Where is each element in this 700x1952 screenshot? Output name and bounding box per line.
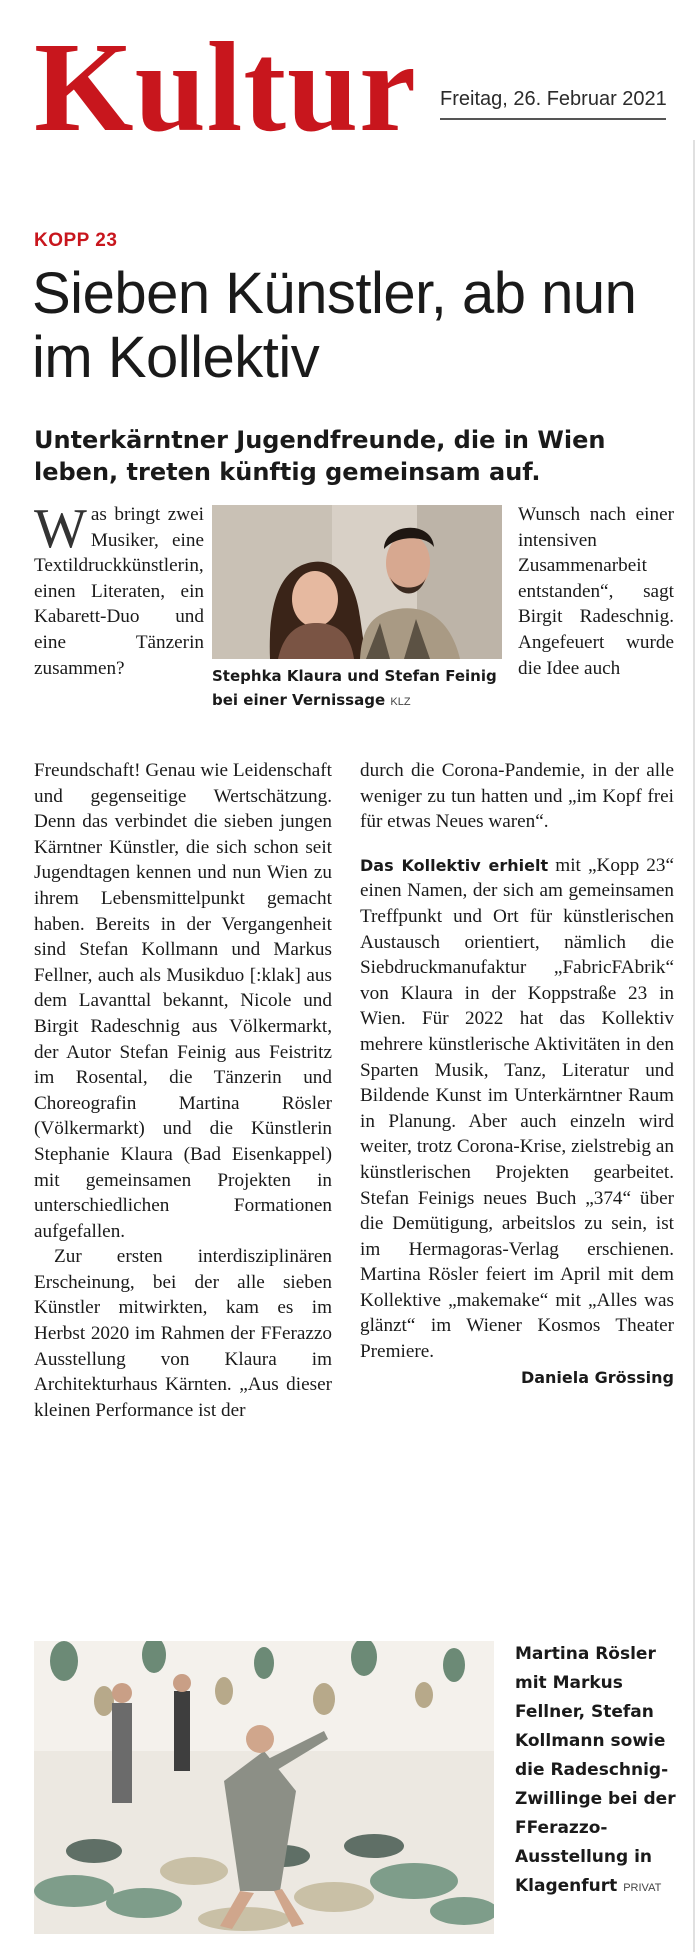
- paragraph-4: [360, 853, 674, 1390]
- paragraph-lead-in: Das Kollektiv erhielt: [360, 855, 549, 875]
- exhibition-photo: [34, 1641, 494, 1934]
- article-headline: Sieben Künstler, ab nun im Kollektiv: [32, 261, 637, 390]
- date-underline: [440, 118, 666, 120]
- article-kicker: KOPP 23: [34, 230, 118, 251]
- page-edge-divider: [693, 140, 695, 1952]
- section-masthead: Kultur: [34, 16, 417, 158]
- paragraph-2: Zur ersten interdisziplinären Erscheinung, bei der alle sieben Künstler mitwirkten, kam es im Herbst 2020 im Rahmen der FFerazzo Ausstellung von Klaura im Architekturhaus Kärnten. „Aus dieser kleinen Performance ist der: [34, 1246, 332, 1421]
- paragraph-intro-text: as bringt zwei Musiker, eine Textildruckkünstlerin, einen Literaten, ein Kabarett-Duo und eine Tänzerin zusammen?: [34, 504, 204, 679]
- text-column-left: [34, 758, 332, 1423]
- paragraph-4-text: mit „Kopp 23“ einen Namen, der sich am gemeinsamen Treffpunkt und Ort für künstlerischen Austausch orientiert, nämlich die Siebdruckmanufaktur „FabricFAbrik“ von Klaura in der Koppstraße 23 in Wien. Für 2022 hat das Kollektiv mehrere künstlerische Aktivitäten in den Sparten Musik, Tanz, Literatur und Bildende Kunst im Unterkärntner Raum in Planung. Aber auch einzeln wird weiter, trotz Corona-Krise, zielstrebig an künstlerischen Projekten gearbeitet. Stefan Feinigs neues Buch „374“ über die Demütigung, arbeitslos zu sein, ist im Hermagoras-Verlag erschienen. Martina Rösler feiert im April mit dem Kollektive „makemake“ mit „Alles was glänzt“ im Wiener Kosmos Theater Premiere.: [360, 854, 675, 1363]
- paragraph-3-continued: durch die Corona-Pandemie, in der alle weniger zu tun hatten und „im Kopf frei für etwas Neues waren“.: [360, 760, 674, 833]
- text-column-right: [360, 758, 674, 1390]
- photo-credit: KLZ: [390, 696, 411, 708]
- publication-date: Freitag, 26. Februar 2021: [440, 88, 667, 110]
- photo-caption-exhibition: [515, 1640, 685, 1903]
- paragraph-3: Wunsch nach einer intensiven Zusammenarbeit entstanden“, sagt Birgit Radeschnig. Angefeuert wurde die Idee auch: [518, 504, 674, 679]
- vernissage-photo: [212, 505, 502, 659]
- photo-caption-vernissage: [212, 664, 512, 714]
- paragraph-intro: [34, 498, 204, 681]
- text-column-left-top: [34, 498, 204, 681]
- exhibition-photo-illustration: [34, 1641, 494, 1934]
- author-byline: Daniela Grössing: [520, 1367, 674, 1387]
- caption-text: Stephka Klaura und Stefan Feinig bei einer Vernissage: [212, 667, 497, 709]
- text-column-right-top: [518, 502, 674, 681]
- drop-cap: W: [34, 498, 87, 560]
- paragraph-1-continued: Freundschaft! Genau wie Leidenschaft und gegenseitige Wertschätzung. Denn das verbindet die sieben jungen Kärntner Künstler, die sich schon seit Jugendtagen kennen und nun Wien zu ihrem Lebensmittelpunkt gemacht haben. Bereits in der Vergangenheit sind Stefan Kollmann und Markus Fellner, auch als Musikduo [:klak] aus dem Lavanttal bekannt, Nicole und Birgit Radeschnig aus Völkermarkt, der Autor Stefan Feinig aus Feistritz im Rosental, die Tänzerin und Choreografin Martina Rösler (Völkermarkt) und die Künstlerin Stephanie Klaura (Bad Eisenkappel) mit gemeinsamen Projekten in unterschiedlichen Formationen aufgefallen.: [34, 760, 332, 1242]
- vernissage-photo-illustration: [212, 505, 502, 659]
- article-subhead: Unterkärntner Jugendfreunde, die in Wien leben, treten künftig gemeinsam auf.: [34, 426, 606, 486]
- caption-text: Martina Rösler mit Markus Fellner, Stefan Kollmann sowie die Radeschnig-Zwillinge bei der FFerazzo-Ausstellung in Klagenfurt: [515, 1644, 676, 1896]
- photo-credit: PRIVAT: [623, 1882, 662, 1894]
